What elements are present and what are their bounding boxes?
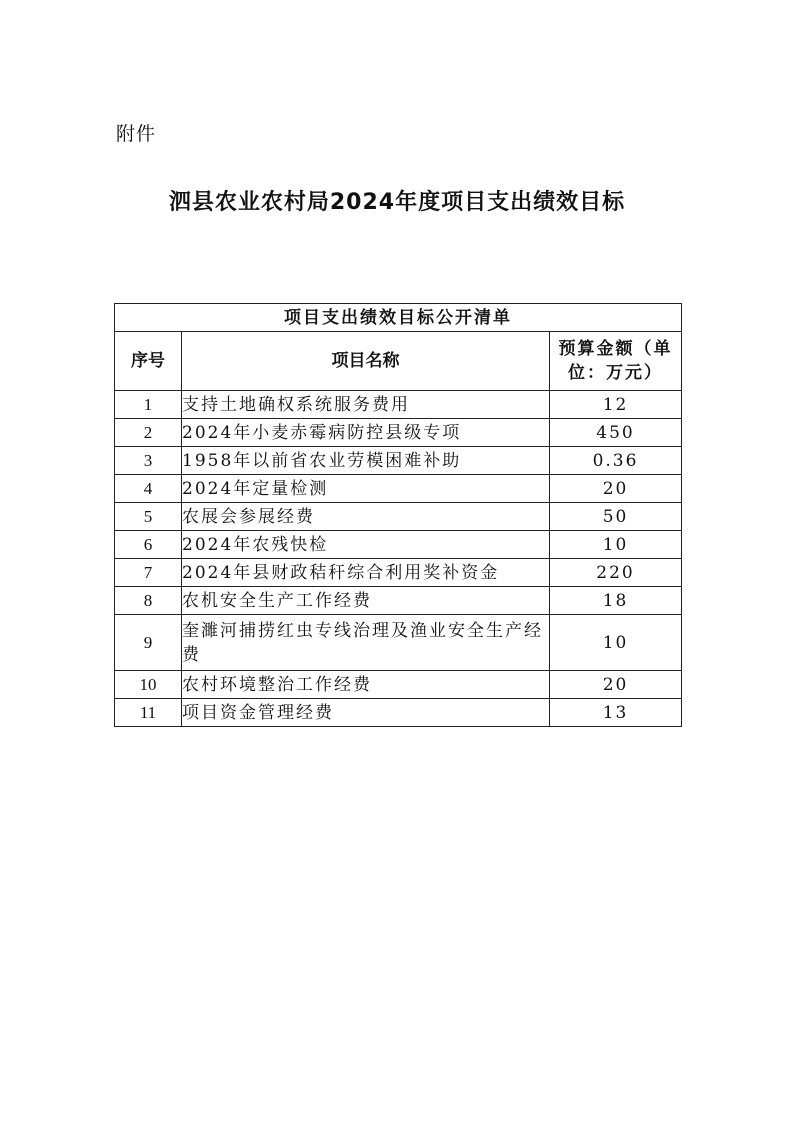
budget-amount: 10 (550, 531, 682, 559)
column-header-budget: 预算金额（单位：万元） (550, 332, 682, 391)
budget-amount: 18 (550, 587, 682, 615)
budget-amount: 10 (550, 615, 682, 671)
project-name: 2024年县财政秸秆综合利用奖补资金 (182, 559, 550, 587)
table-row (115, 615, 682, 671)
row-number: 1 (115, 391, 182, 419)
budget-amount: 12 (550, 391, 682, 419)
budget-amount: 20 (550, 475, 682, 503)
row-number: 4 (115, 475, 182, 503)
project-name: 农村环境整治工作经费 (182, 671, 550, 699)
table-row (115, 531, 682, 559)
project-name: 1958年以前省农业劳模困难补助 (182, 447, 550, 475)
project-name: 2024年定量检测 (182, 475, 550, 503)
table-row (115, 391, 682, 419)
budget-amount: 50 (550, 503, 682, 531)
budget-amount: 0.36 (550, 447, 682, 475)
table-row (115, 475, 682, 503)
project-name: 支持土地确权系统服务费用 (182, 391, 550, 419)
project-name: 农展会参展经费 (182, 503, 550, 531)
row-number: 2 (115, 419, 182, 447)
table-header-row (115, 332, 682, 391)
row-number: 7 (115, 559, 182, 587)
project-name: 项目资金管理经费 (182, 699, 550, 727)
row-number: 9 (115, 615, 182, 671)
column-header-name: 项目名称 (182, 332, 550, 391)
table-row (115, 671, 682, 699)
row-number: 10 (115, 671, 182, 699)
row-number: 8 (115, 587, 182, 615)
table-caption-row (115, 304, 682, 332)
budget-amount: 450 (550, 419, 682, 447)
performance-targets-table (114, 303, 682, 727)
column-header-no: 序号 (115, 332, 182, 391)
project-name: 奎濉河捕捞红虫专线治理及渔业安全生产经费 (182, 615, 550, 671)
document-title: 泗县农业农村局2024年度项目支出绩效目标 (168, 190, 626, 215)
attachment-label: 附件 (116, 123, 157, 145)
table-row (115, 559, 682, 587)
project-name: 农机安全生产工作经费 (182, 587, 550, 615)
table-row (115, 419, 682, 447)
budget-amount: 20 (550, 671, 682, 699)
project-name: 2024年农残快检 (182, 531, 550, 559)
budget-amount: 13 (550, 699, 682, 727)
row-number: 3 (115, 447, 182, 475)
table-row (115, 503, 682, 531)
row-number: 5 (115, 503, 182, 531)
table-row (115, 447, 682, 475)
project-name: 2024年小麦赤霉病防控县级专项 (182, 419, 550, 447)
table-row (115, 587, 682, 615)
table-caption: 项目支出绩效目标公开清单 (115, 304, 682, 332)
budget-amount: 220 (550, 559, 682, 587)
row-number: 11 (115, 699, 182, 727)
row-number: 6 (115, 531, 182, 559)
table-row (115, 699, 682, 727)
